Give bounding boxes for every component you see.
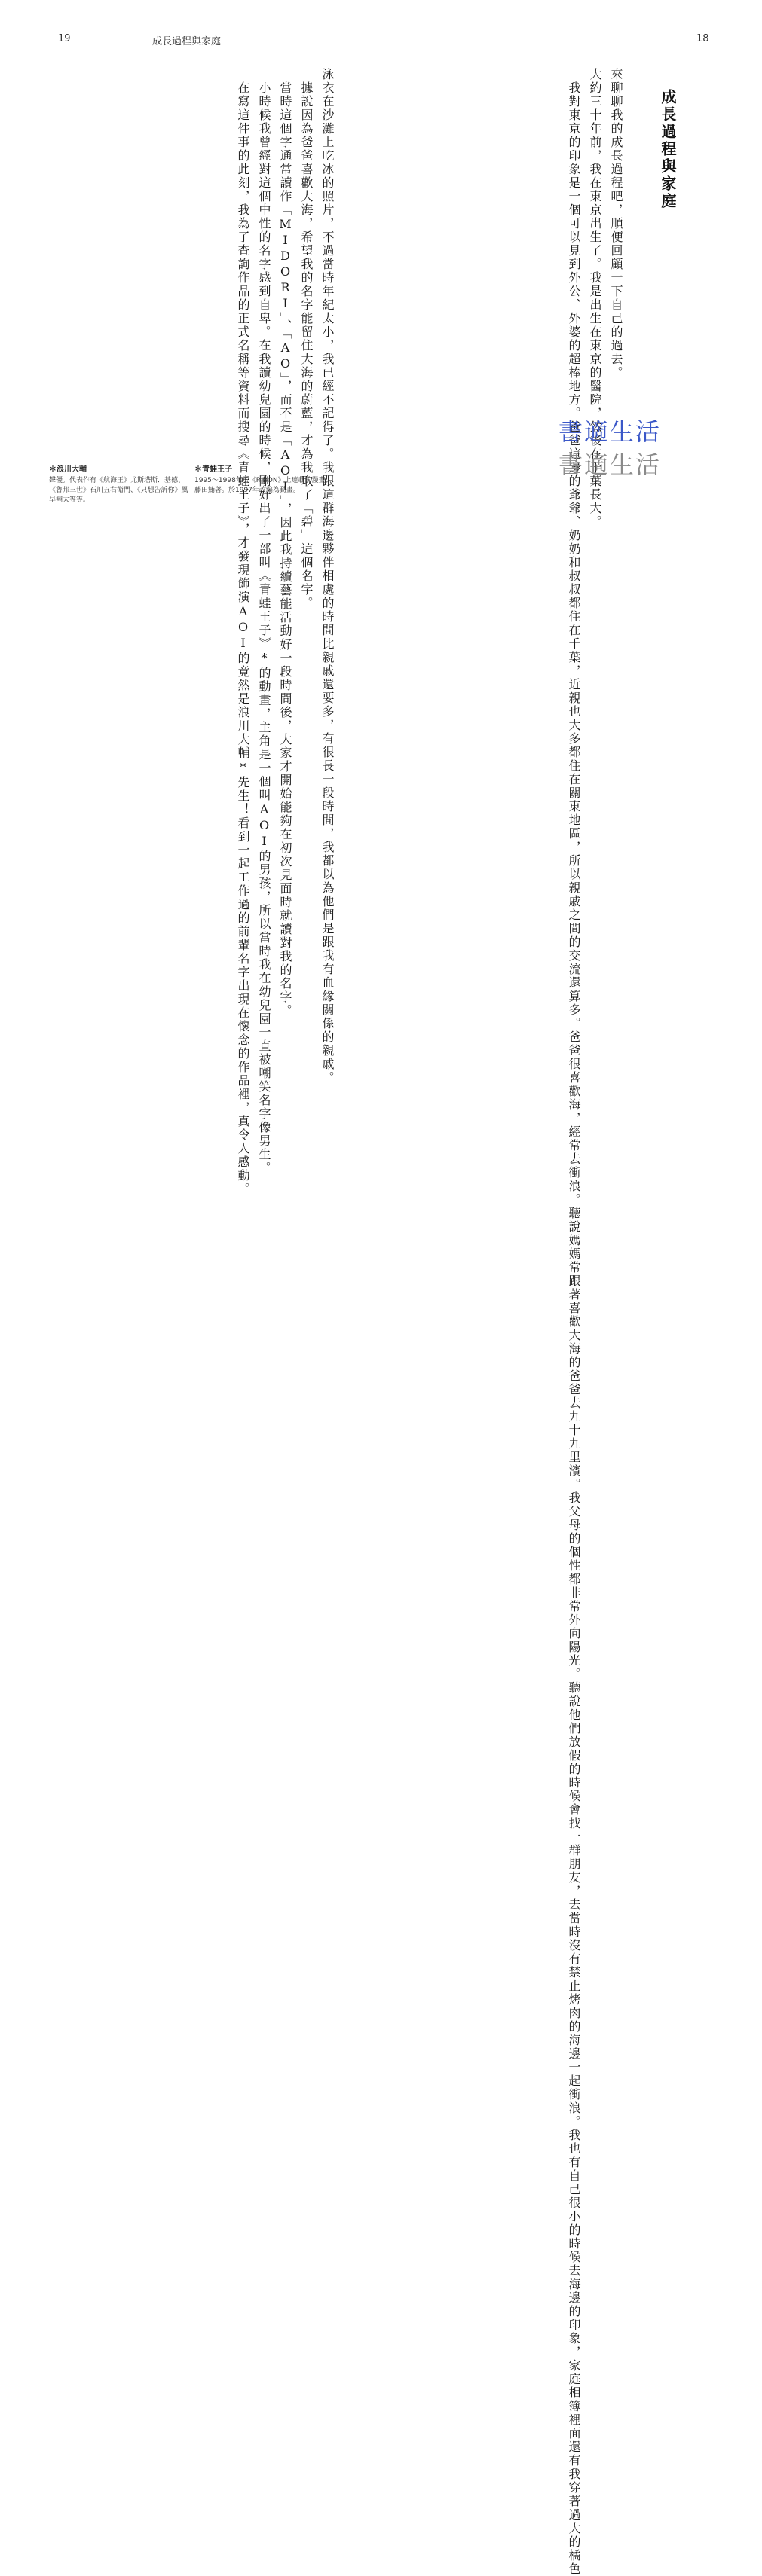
footnote-title: ＊浪川大輔 — [49, 465, 87, 474]
footnote-aoi — [194, 462, 334, 496]
paragraph: 小時候我曾經對這個中性的名字感到自卑。在我讀幼兒園的時候，剛好出了一部叫《青蛙王子》*的動畫，主角是一個叫AOI的男孩，所以當時我在幼兒園一直被嘲笑名字像男生。 — [257, 68, 271, 1175]
footnote-body: 1995～1998年於《RIBON》上連載的漫畫。藤田鮪著。於1997年改編為動畫。 — [194, 477, 332, 494]
right-page — [381, 0, 762, 2576]
footnote-namikawa — [49, 462, 188, 505]
chapter-title: 成長過程與家庭 — [659, 89, 677, 210]
paragraph: 來聊聊我的成長過程吧，順便回顧一下自己的過去。 — [609, 68, 623, 380]
paragraph: 泳衣在沙灘上吃冰的照片，不過當時年紀太小，我已經不記得了。我跟這群海邊夥伴相處的時間比親戚還要多，有很長一段時間，我都以為他們是跟我有血緣關係的親戚。 — [320, 68, 335, 1085]
paragraph: 當時這個字通常讀作「MIDORI」、「AO」，而不是「AOI」，因此我持續藝能活動好一段時間後，大家才開始能夠在初次見面時就讀對我的名字。 — [278, 68, 292, 1018]
watermark-logo-blue: 書適生活 — [558, 417, 662, 446]
footnote-title: ＊青蛙王子 — [194, 465, 232, 474]
paragraph: 據說因為爸爸喜歡大海，希望我的名字能留住大海的蔚藍，才為我取了「碧」這個名字。 — [299, 68, 314, 610]
running-head: 成長過程與家庭 — [152, 36, 222, 47]
paragraph: 在寫這件事的此刻，我為了查詢作品的正式名稱等資料而搜尋《青蛙王子》，才發現飾演AOI的竟然是浪川大輔*先生！看到一起工作過的前輩名字出現在懷念的作品裡，真令人感動。 — [236, 68, 250, 1196]
paragraph: 大約三十年前，我在東京出生了。我是出生在東京的醫院，然後在千葉長大。 — [588, 68, 602, 529]
paragraph: 我對東京的印象是一個可以見到外公、外婆的超棒地方。爸爸這邊的爺爺、奶奶和叔叔都住在千葉，近親也大多都住在關東地區，所以親戚之間的交流還算多。爸爸很喜歡海，經常去衝浪。聽說媽媽常跟著喜歡大海的爸爸去九十九里濱。我父母的個性都非常外向陽光。聽說他們放假的時候會找一群朋友，去當時沒有禁止烤肉的海邊一起衝浪。我也有自己很小的時候去海邊的印象，家庭相簿裡面還有我穿著過大的橘色 — [567, 68, 581, 2576]
footnote-body: 聲優。代表作有《航海王》尤斯塔斯．基德、《魯邦三世》石川五右衛門、《只想告訴你》風早翔太等等。 — [49, 477, 188, 504]
page-number: 18 — [696, 33, 709, 44]
left-page — [0, 0, 381, 1196]
page-number: 19 — [58, 33, 71, 44]
watermark-logo-gray: 書適生活 — [558, 450, 662, 479]
